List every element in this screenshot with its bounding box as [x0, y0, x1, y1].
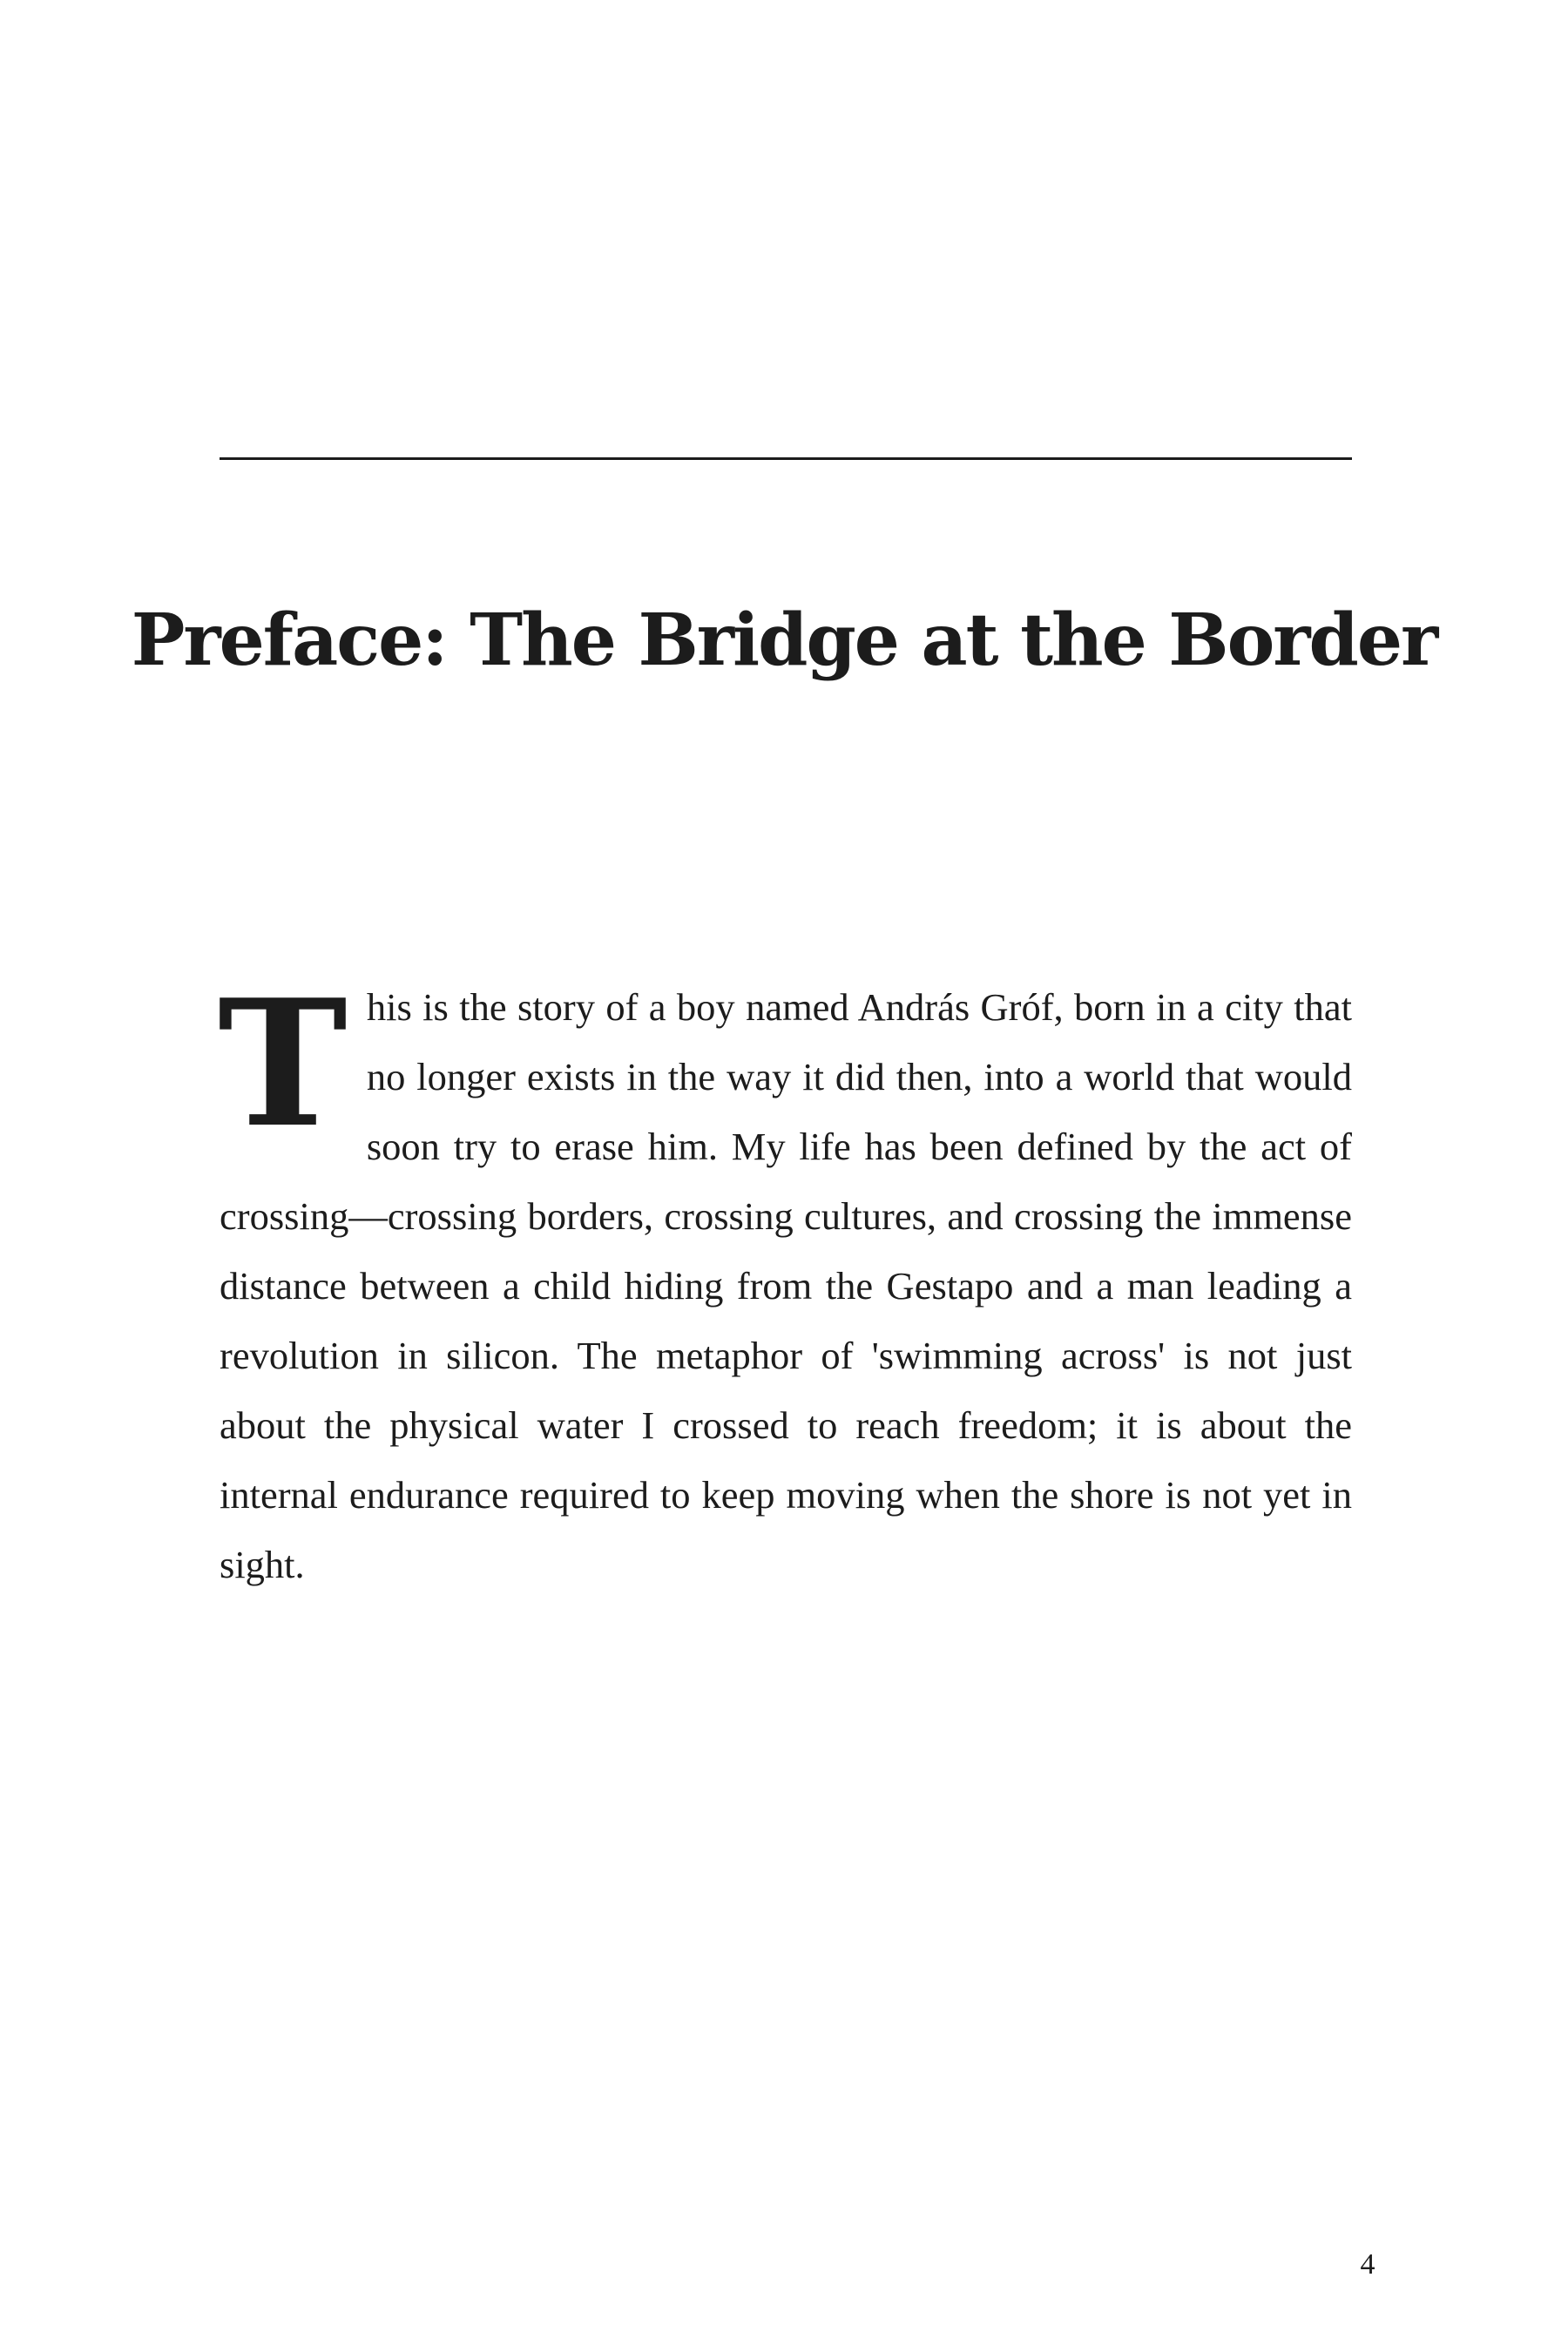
paragraph-text: his is the story of a boy named András Gróf, born in a city that no longer exists in the way it did then, into a world that would soon try to erase him. My life has been defined by the act of crossing—crossing borders, crossing cultures, and crossing the immense distance between a child hiding from the Gestapo and a man leading a revolution in silicon. The metaphor of 'swimming across' is not just about the physical water I crossed to reach freedom; it is about the internal endurance required to keep moving when the shore is not yet in sight. [220, 985, 1352, 1586]
page-number: 4 [1360, 2248, 1375, 2281]
chapter-title: Preface: The Bridge at the Border [131, 598, 1437, 682]
drop-cap-letter: T [218, 962, 348, 1166]
chapter-top-rule [220, 457, 1352, 460]
preface-paragraph [218, 962, 1352, 1599]
